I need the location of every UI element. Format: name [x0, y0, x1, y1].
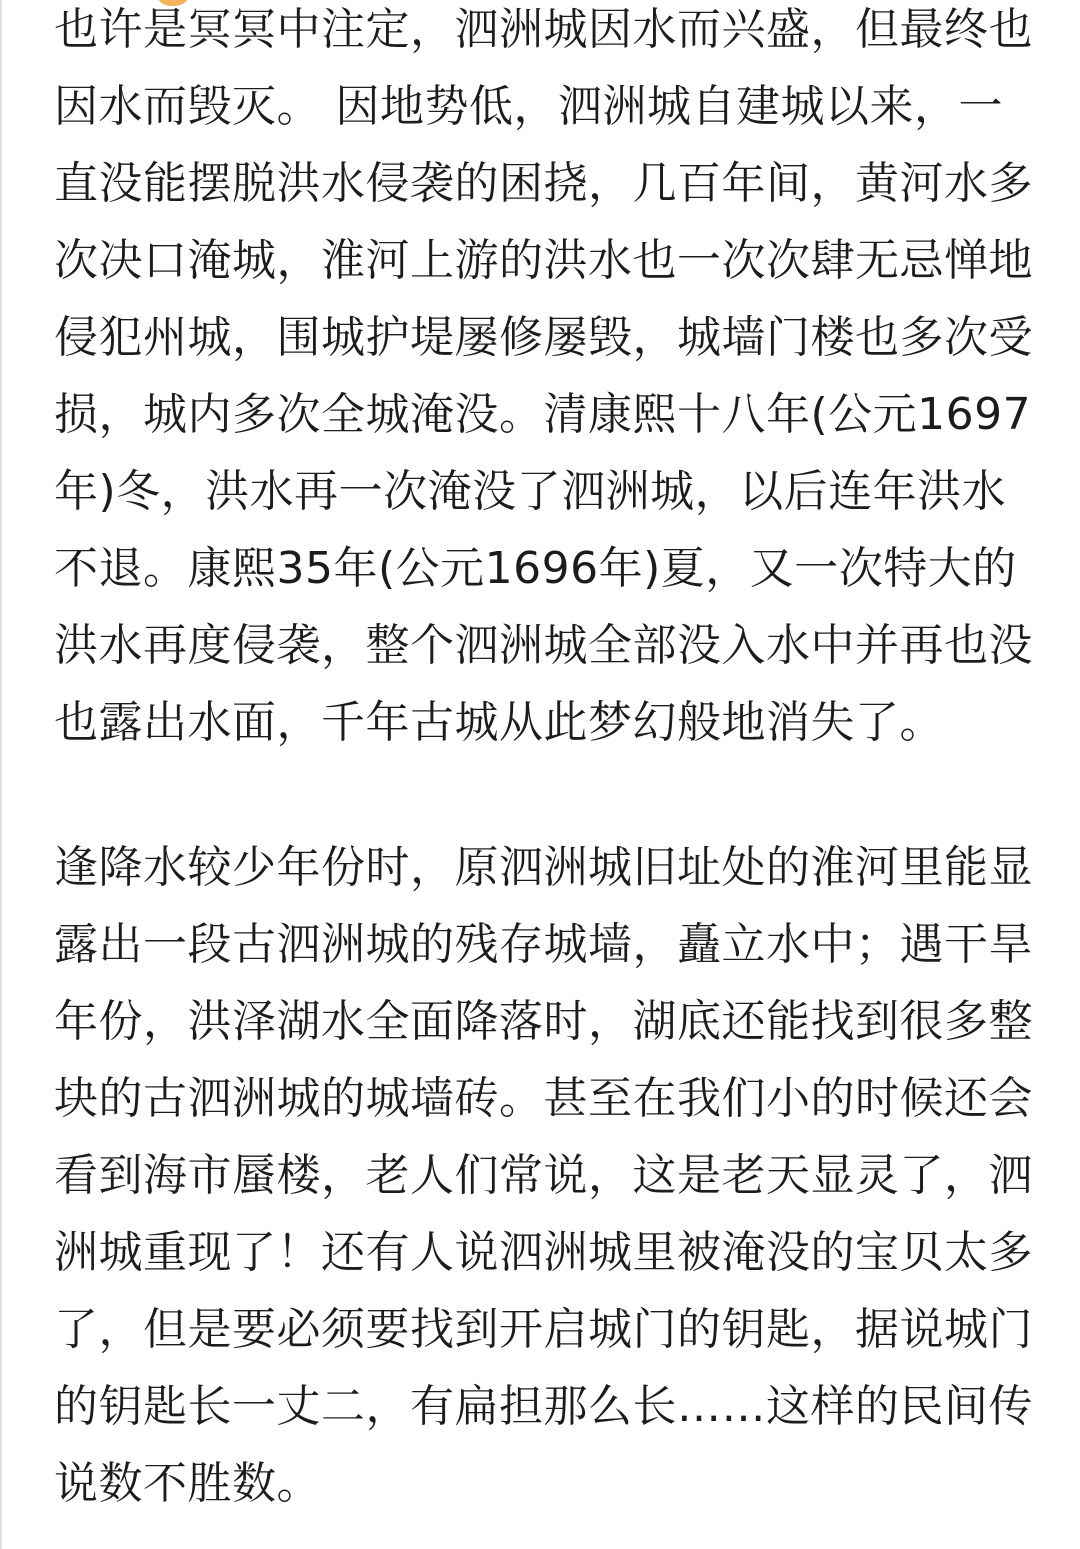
page-left-edge: [0, 0, 2, 1549]
paragraph-flood-history: 也许是冥冥中注定，泗洲城因水而兴盛，但最终也因水而毁灭。 因地势低，泗洲城自建城以来，一直没能摆脱洪水侵袭的困挠，几百年间，黄河水多次决口淹城，淮河上游的洪水也一次次肆无忌惮地侵犯州城，围城护堤屡修屡毁，城墙门楼也多次受损，城内多次全城淹没。清康熙十八年(公元1697年)冬，洪水再一次淹没了泗洲城，以后连年洪水不退。康熙35年(公元1696年)夏，又一次特大的洪水再度侵袭，整个泗洲城全部没入水中并再也没也露出水面，千年古城从此梦幻般地消失了。: [54, 4, 1033, 748]
article-body: [54, 0, 1034, 1522]
paragraph-folk-legends: 逢降水较少年份时，原泗洲城旧址处的淮河里能显露出一段古泗洲城的残存城墙，矗立水中；遇干旱年份，洪泽湖水全面降落时，湖底还能找到很多整块的古泗洲城的城墙砖。甚至在我们小的时候还会看到海市蜃楼，老人们常说，这是老天显灵了，泗洲城重现了！还有人说泗洲城里被淹没的宝贝太多了，但是要必须要找到开启城门的钥匙，据说城门的钥匙长一丈二，有扁担那么长……这样的民间传说数不胜数。: [54, 842, 1033, 1509]
